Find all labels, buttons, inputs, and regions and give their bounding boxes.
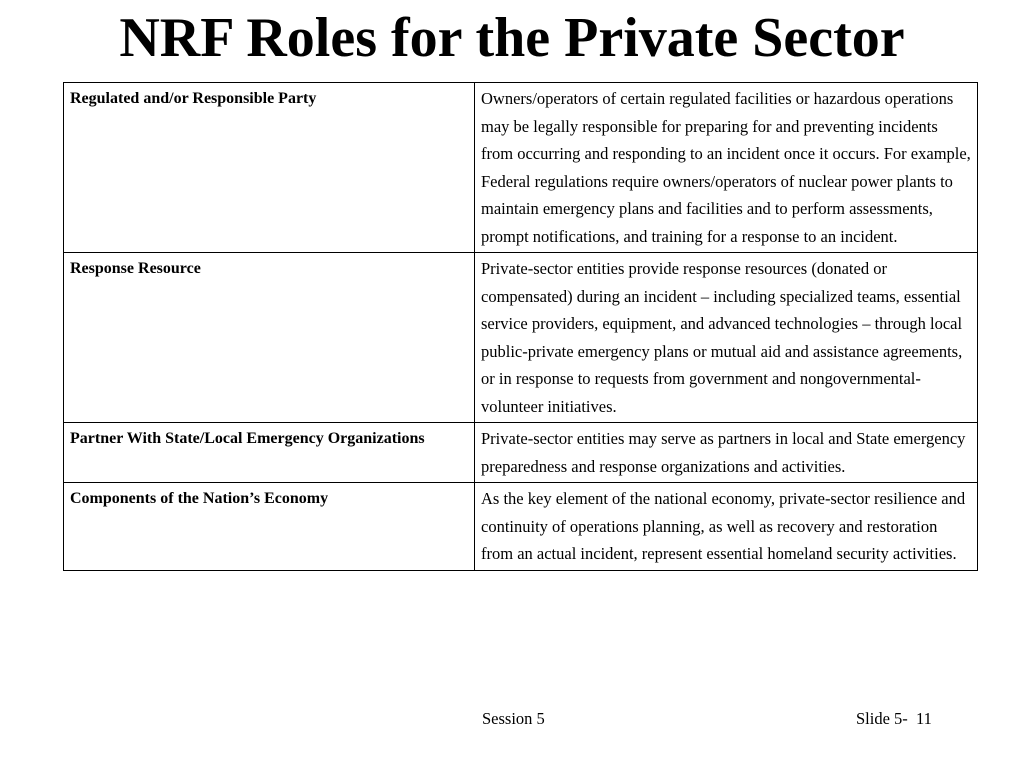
role-cell: Regulated and/or Responsible Party — [64, 83, 475, 253]
description-cell: Private-sector entities may serve as partners in local and State emergency preparedness and response organizations and activities. — [475, 423, 978, 483]
description-cell: As the key element of the national economy, private-sector resilience and continuity of operations planning, as well as recovery and restoration from an actual incident, represent essential homeland security activities. — [475, 483, 978, 571]
role-cell: Components of the Nation’s Economy — [64, 483, 475, 571]
description-cell: Private-sector entities provide response resources (donated or compensated) during an incident – including specialized teams, essential service providers, equipment, and advanced technologies – through local public-private emergency plans or mutual aid and assistance agreements, or in response to requests from government and nongovernmental-volunteer initiatives. — [475, 253, 978, 423]
footer-session-label: Session 5 — [482, 709, 545, 728]
table-row — [64, 423, 978, 483]
table-row — [64, 253, 978, 423]
role-cell: Partner With State/Local Emergency Organizations — [64, 423, 475, 483]
footer-slide-number: Slide 5- 11 — [856, 709, 932, 728]
table-row — [64, 83, 978, 253]
roles-table — [63, 82, 978, 571]
table-row — [64, 483, 978, 571]
slide-title: NRF Roles for the Private Sector — [119, 7, 905, 69]
role-cell: Response Resource — [64, 253, 475, 423]
description-cell: Owners/operators of certain regulated facilities or hazardous operations may be legally responsible for preparing for and preventing incidents from occurring and responding to an incident once it occurs. For example, Federal regulations require owners/operators of nuclear power plants to maintain emergency plans and facilities and to perform assessments, prompt notifications, and training for a response to an incident. — [475, 83, 978, 253]
